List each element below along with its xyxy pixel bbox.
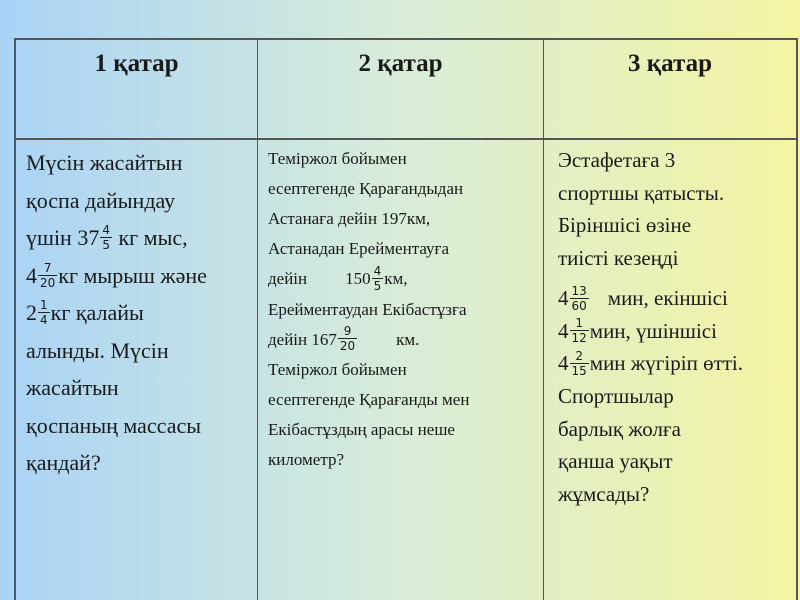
problem-3-line: Біріншісі өзіне [558,213,692,237]
fraction: $\frac{1}{4}$ [40,298,48,328]
header-row-3-label: 3 қатар [628,50,712,77]
problem-2-line: Ерейментаудан Екібастұзға [268,299,467,319]
problem-row-2 [258,140,544,600]
problem-3-line: 4 $\frac{1}{12}$ мин, үшіншісі [558,316,717,346]
problem-2-line: Теміржол бойымен [268,360,407,380]
problem-3-line: спортшы қатысты. [558,180,725,205]
header-row-2-label: 2 қатар [358,50,443,77]
problem-1-line: 4 $\frac{7}{20}$ кг мырыш және [26,260,207,290]
problem-3-line: Эстафетаға 3 [558,148,676,172]
fraction: $\frac{9}{20}$ [339,324,356,354]
problem-2-line: Екібастұздың арасы неше [268,420,455,440]
problem-2-line: дейін 150 $\frac{4}{5}$ км, [268,263,408,293]
problem-1-line: үшін 37 $\frac{4}{5}$ кг мыс, [26,223,188,253]
problem-2-line: километр? [268,450,345,470]
problem-3-line: барлық жолға [558,416,681,441]
problem-2-line: Астанаға дейін 197км, [268,209,431,228]
problem-3-line: тиісті кезеңді [558,245,679,270]
problem-3-line: 4 $\frac{13}{60}$ мин, екіншісі [558,283,728,313]
problem-1-line: қоспа дайындау [26,187,176,213]
problem-3-line: Спортшылар [558,384,674,409]
problem-1-line: жасайтын [26,375,119,400]
fraction: $\frac{4}{5}$ [102,223,110,253]
header-row-3 [544,40,796,140]
fraction: $\frac{2}{15}$ [571,349,587,379]
header-row-2 [258,40,544,140]
problem-1-line: алынды. Мүсін [26,337,169,363]
problem-2-line: Астанадан Ерейментауға [268,239,450,258]
problem-3-line: жұмсады? [558,481,650,506]
problem-2-line: Теміржол бойымен [268,149,407,168]
problem-2-line: есептегенде Қарағандыдан [268,179,464,198]
problem-1-line: қоспаның массасы [26,412,202,438]
problem-2-line: есептегенде Қарағанды мен [268,390,470,410]
problems-table [14,38,798,600]
problem-3-line: қанша уақыт [558,449,673,474]
problem-1-line: Мүсін жасайтын [26,150,183,175]
problem-2-line: дейін 167 $\frac{9}{20}$ км. [268,324,420,354]
fraction: $\frac{4}{5}$ [373,263,382,293]
header-row-1-label: 1 қатар [94,50,179,77]
fraction: $\frac{1}{12}$ [571,316,587,346]
problem-row-1 [16,140,258,600]
problem-1-line: 2 $\frac{1}{4}$ кг қалайы [26,298,144,328]
problem-1-line: қандай? [26,450,101,475]
problem-row-3 [544,140,796,600]
problem-3-line: 4 $\frac{2}{15}$ мин жүгіріп өтті. [558,349,744,379]
fraction: $\frac{7}{20}$ [40,260,56,290]
fraction: $\frac{13}{60}$ [571,283,587,313]
header-row-1 [16,40,258,140]
